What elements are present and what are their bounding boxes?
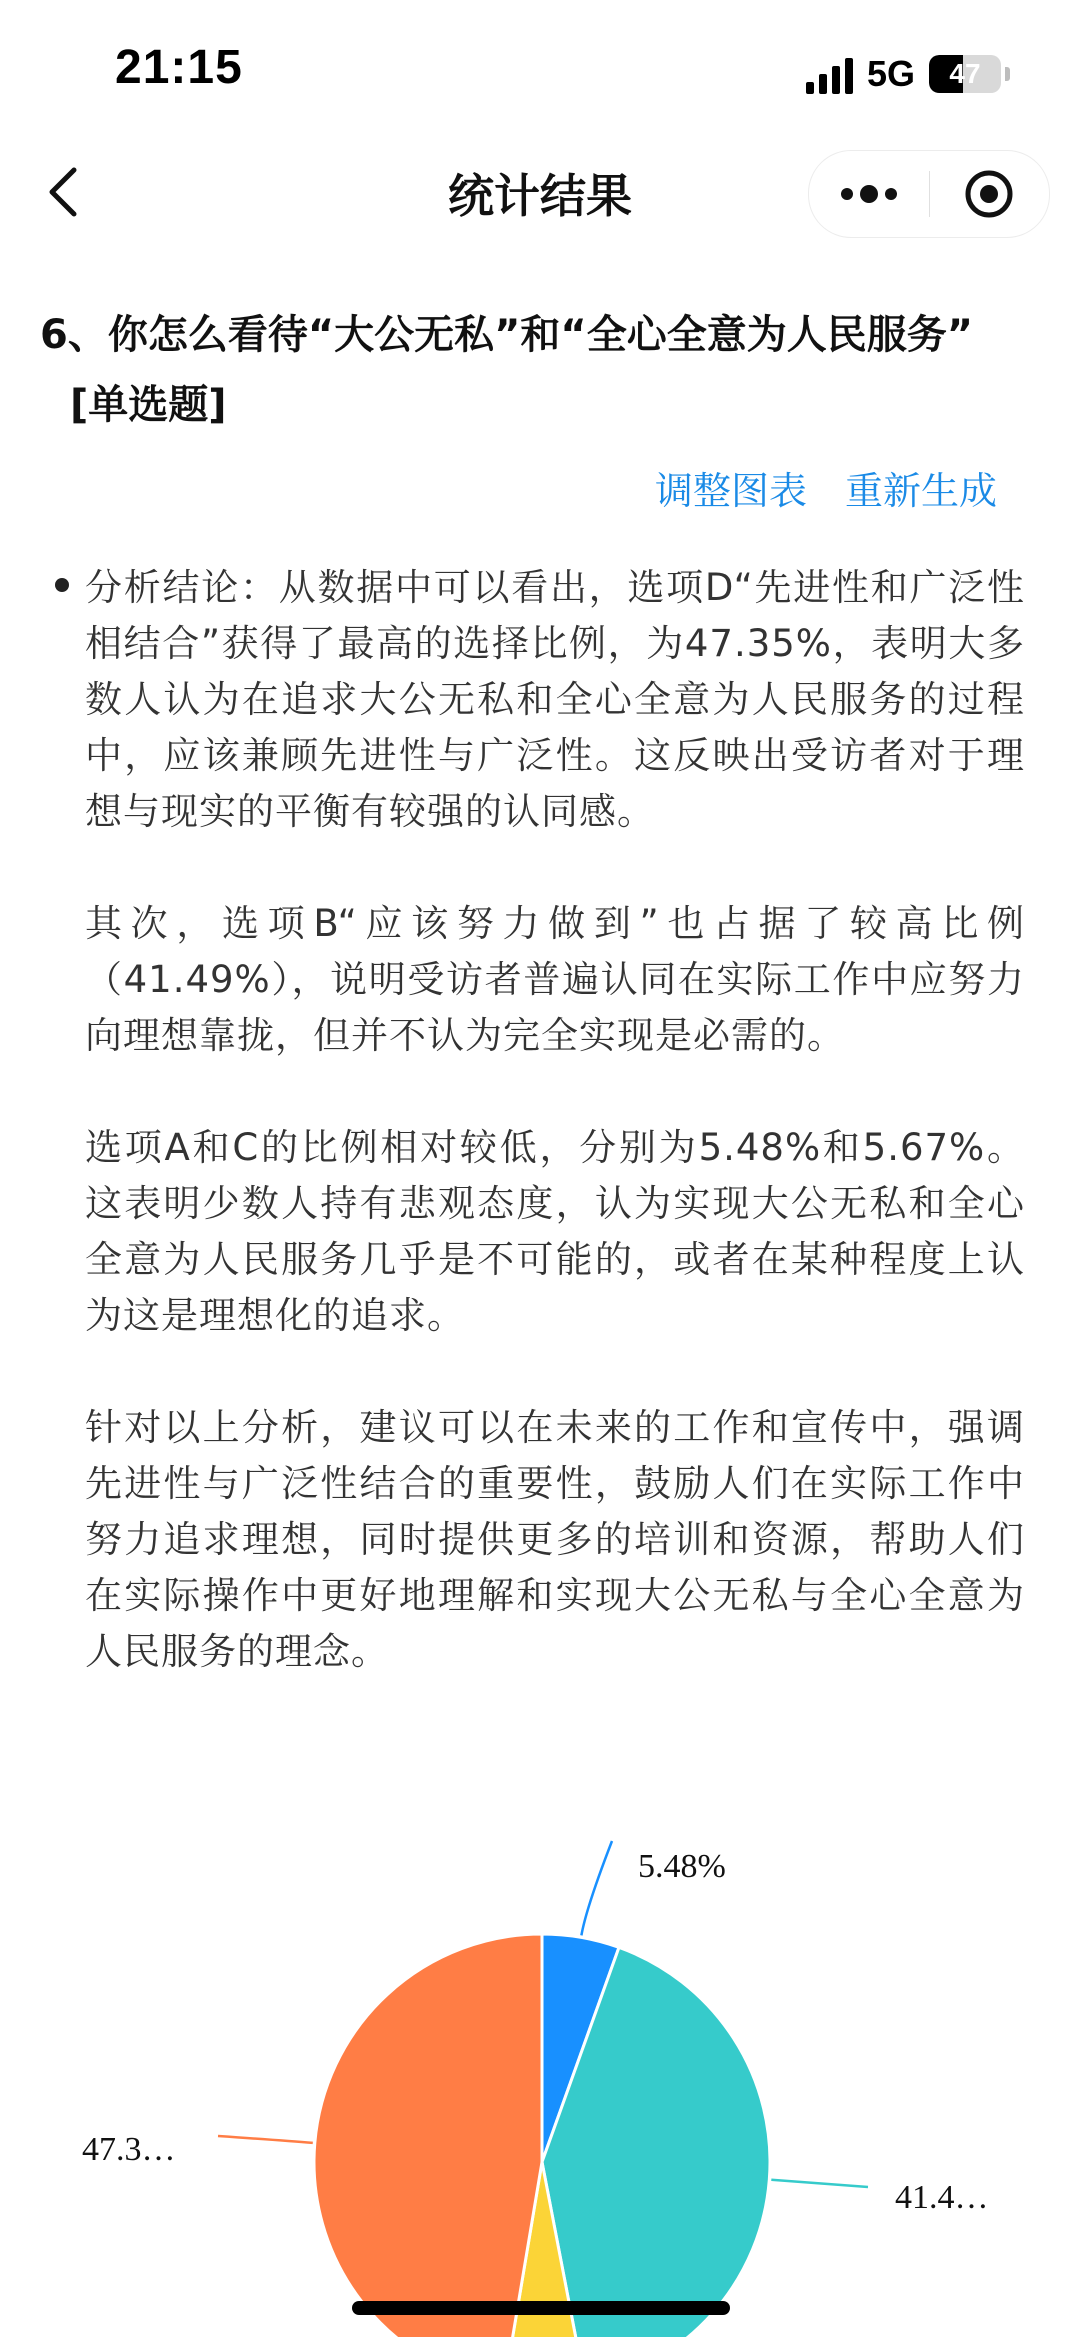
- chevron-left-icon: [42, 166, 82, 218]
- mini-program-capsule: [808, 150, 1050, 238]
- question-text: 6、你怎么看待“大公无私”和“全心全意为人民服务”: [40, 312, 973, 358]
- bullet-dot: [55, 578, 69, 592]
- question-title: [40, 300, 1050, 440]
- more-dots-icon: [839, 184, 899, 204]
- back-button[interactable]: [30, 160, 94, 224]
- status-indicators: [806, 48, 1010, 100]
- analysis-paragraph-3: 选项A和C的比例相对较低，分别为5.48%和5.67%。这表明少数人持有悲观态度，认为实现大公无私和全心全意为人民服务几乎是不可能的，或者在某种程度上认为这是理想化的追求。: [85, 1126, 1025, 1337]
- regenerate-link[interactable]: 重新生成: [844, 469, 997, 513]
- adjust-chart-link[interactable]: 调整图表: [654, 469, 807, 513]
- pie-chart: [0, 1800, 1080, 2337]
- battery-level: 47: [949, 58, 981, 89]
- pie-label-4: 47.3…: [82, 2131, 176, 2168]
- analysis-paragraph-2: 其次，选项B“应该努力做到”也占据了较高比例（41.49%），说明受访者普遍认同在实际工作中应努力向理想靠拢，但并不认为完全实现是必需的。: [85, 902, 1025, 1057]
- analysis-paragraph-4: 针对以上分析，建议可以在未来的工作和宣传中，强调先进性与广泛性结合的重要性，鼓励人们在实际工作中努力追求理想，同时提供更多的培训和资源，帮助人们在实际操作中更好地理解和实现大公无私与全心全意为人民服务的理念。: [85, 1406, 1025, 1673]
- target-icon: [963, 168, 1015, 220]
- analysis-paragraph-1: 分析结论：从数据中可以看出，选项D“先进性和广泛性相结合”获得了最高的选择比例，为47.35%，表明大多数人认为在追求大公无私和全心全意为人民服务的过程中，应该兼顾先进性与广泛性。这反映出受访者对于理想与现实的平衡有较强的认同感。: [85, 566, 1025, 833]
- pie-label-1: 5.48%: [638, 1848, 726, 1885]
- chart-actions: [655, 460, 997, 515]
- nav-bar: [0, 140, 1080, 245]
- more-button[interactable]: [809, 151, 929, 237]
- battery-icon: [929, 55, 1001, 93]
- status-bar: [0, 0, 1080, 140]
- pie-leader-line-2: [771, 2180, 868, 2187]
- pie-leader-line-4: [218, 2136, 313, 2143]
- pie-label-2: 41.4…: [895, 2179, 989, 2216]
- signal-icon: [806, 54, 853, 94]
- page-title: 统计结果: [448, 168, 632, 223]
- analysis-section: [55, 560, 1025, 1736]
- home-indicator: [352, 2301, 730, 2315]
- close-program-button[interactable]: [930, 151, 1050, 237]
- pie-leader-line-1: [581, 1841, 612, 1935]
- pie-slice-4[interactable]: [314, 1934, 542, 2337]
- question-type-tag: [单选题]: [70, 382, 227, 428]
- status-time: 21:15: [115, 41, 243, 94]
- battery-cap: [1005, 67, 1010, 81]
- network-label: 5G: [866, 53, 915, 94]
